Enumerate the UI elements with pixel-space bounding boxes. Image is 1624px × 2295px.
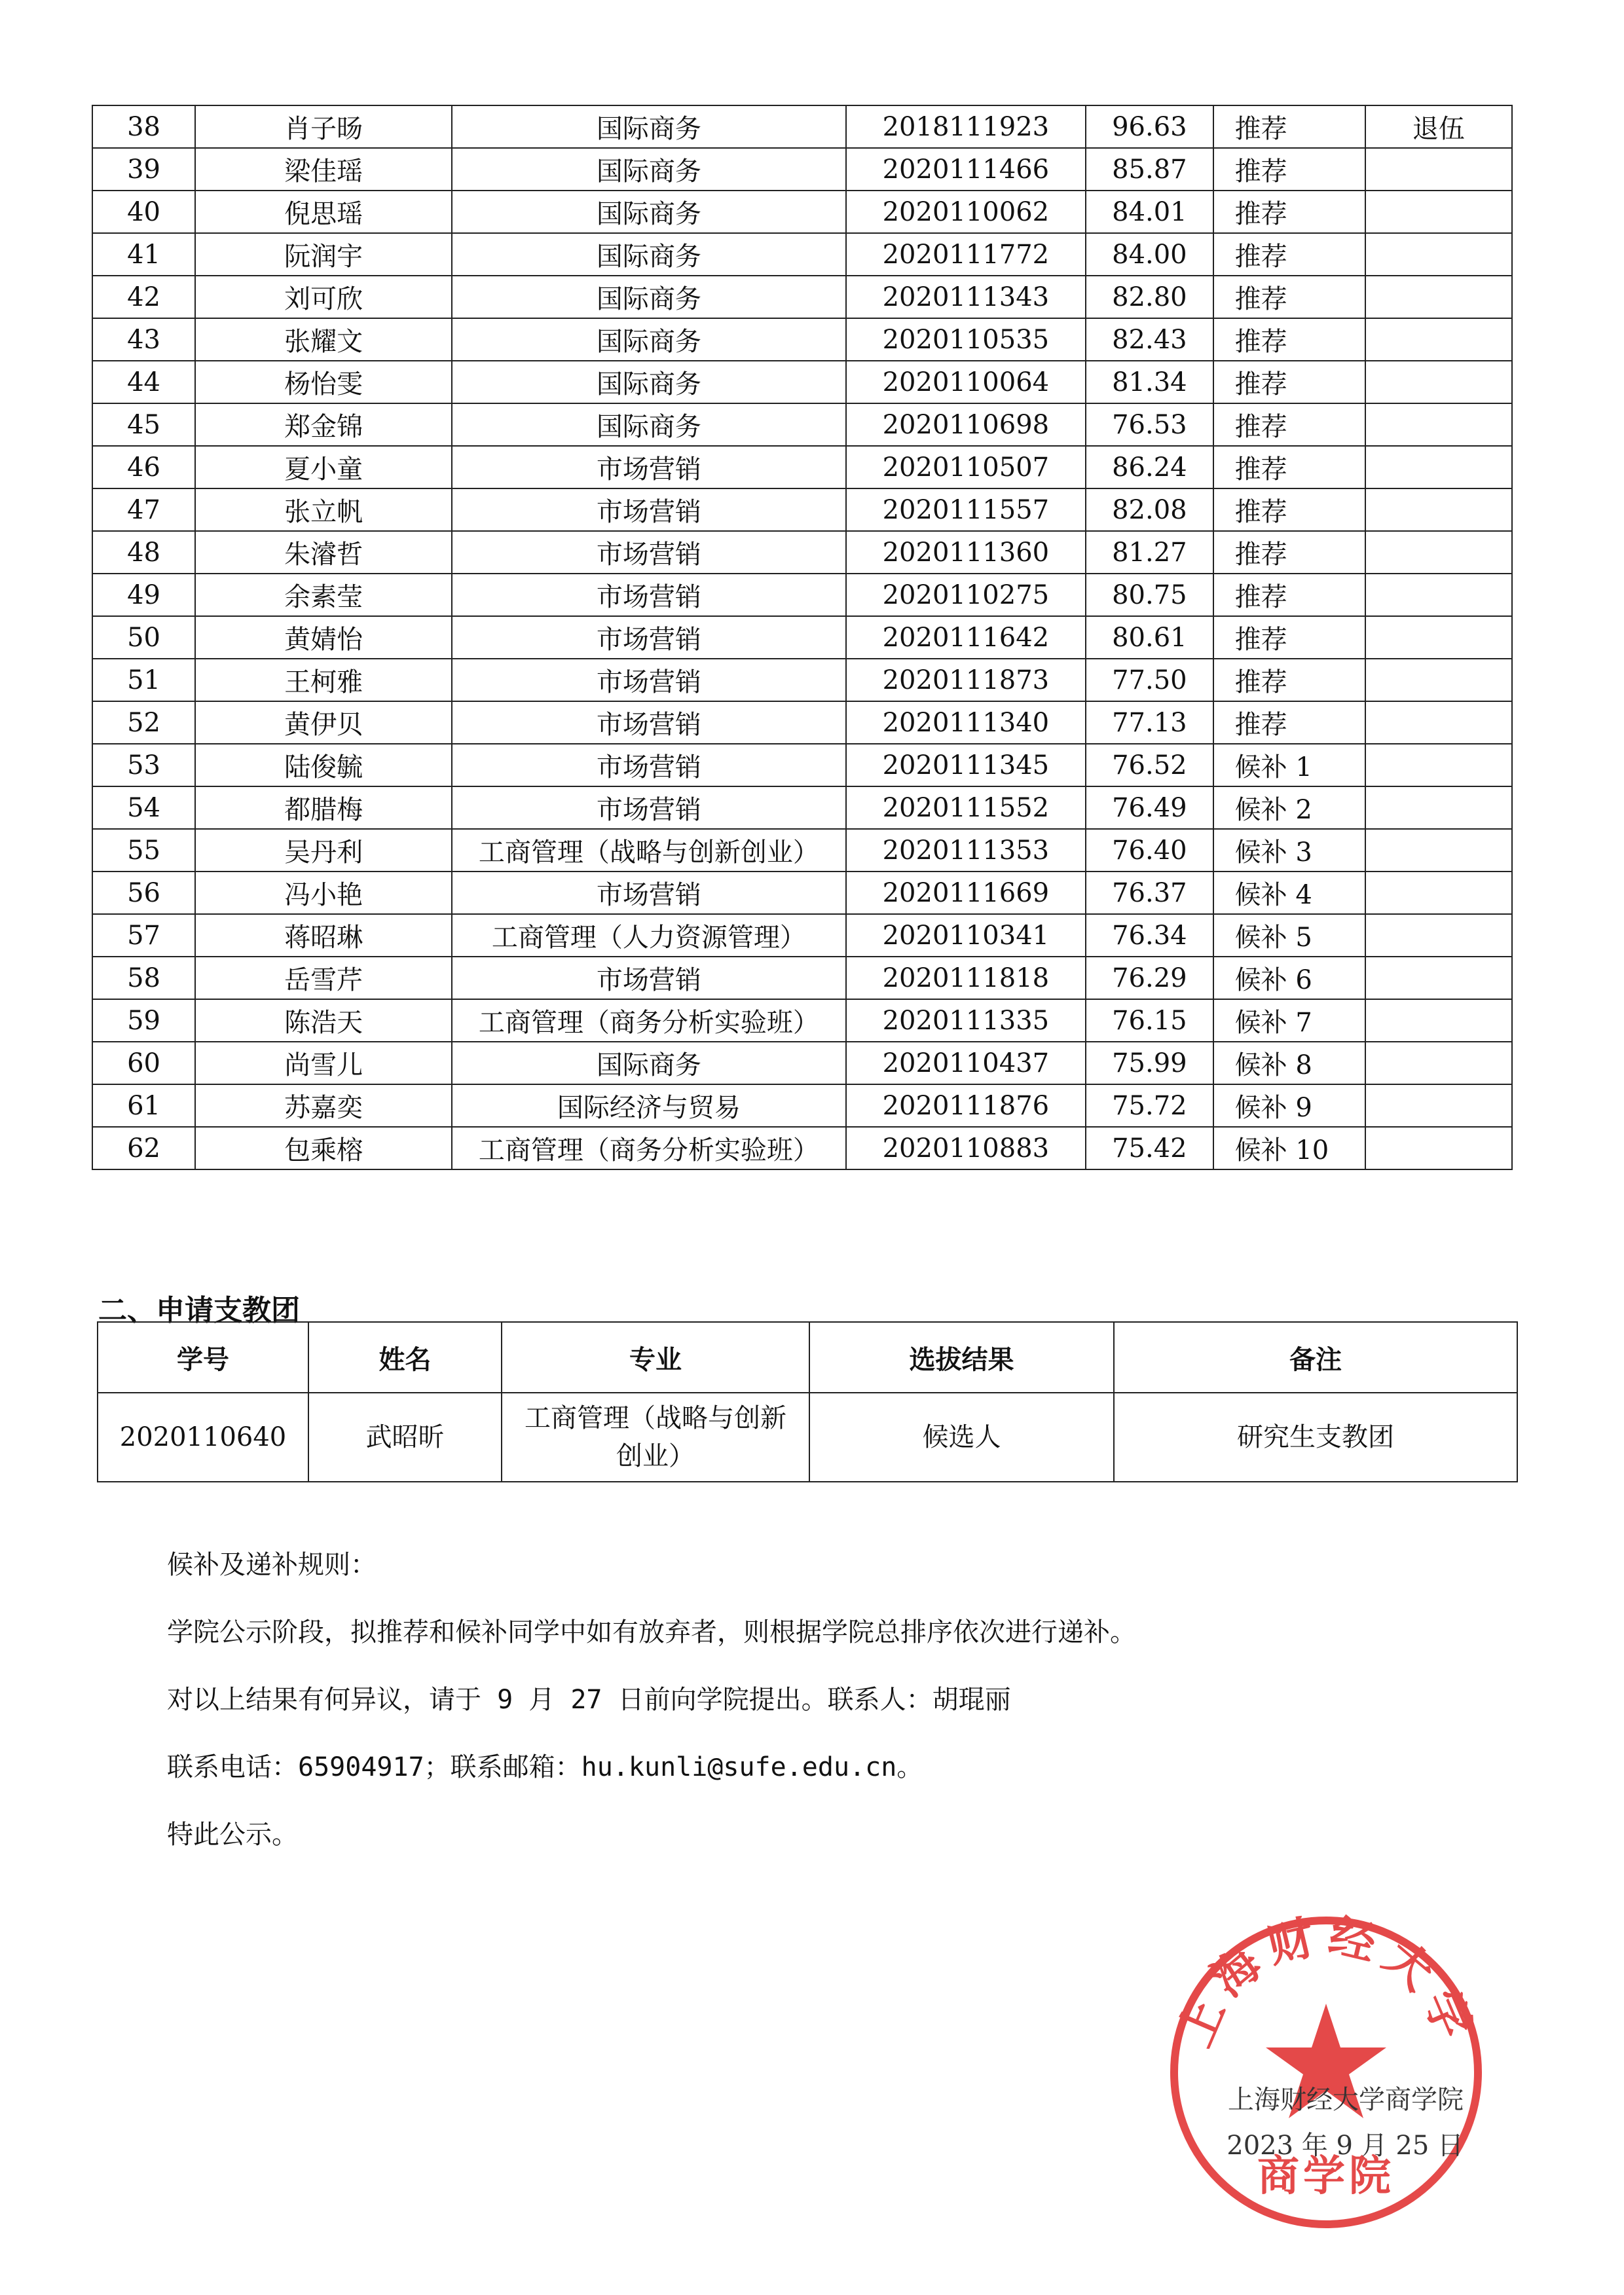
table-row — [92, 233, 1512, 276]
cell-student-id: 2020111353 — [846, 829, 1086, 872]
cell-remark — [1365, 914, 1512, 957]
cell-number: 51 — [92, 659, 195, 701]
cell-score: 81.27 — [1086, 531, 1213, 574]
table-row — [92, 659, 1512, 701]
cell-major: 市场营销 — [452, 957, 845, 999]
cell-remark: 退伍 — [1365, 105, 1512, 148]
cell-score: 77.13 — [1086, 701, 1213, 744]
cell-name: 余素莹 — [195, 574, 452, 616]
cell-number: 38 — [92, 105, 195, 148]
cell-score: 76.34 — [1086, 914, 1213, 957]
cell-result: 候补 6 — [1213, 957, 1365, 999]
cell-major: 国际商务 — [452, 148, 845, 191]
cell-student-id: 2020111876 — [846, 1084, 1086, 1127]
cell-remark — [1365, 148, 1512, 191]
cell-student-id: 2020111557 — [846, 488, 1086, 531]
recommendation-table — [92, 105, 1513, 1170]
cell-major-text: 工商管理（战略与创新创业） — [525, 1403, 786, 1471]
cell-student-id: 2020111345 — [846, 744, 1086, 786]
cell-student-id: 2018111923 — [846, 105, 1086, 148]
cell-name: 都腊梅 — [195, 786, 452, 829]
volunteer-table-header — [98, 1322, 1517, 1393]
cell-student-id: 2020111669 — [846, 872, 1086, 914]
cell-major: 国际商务 — [452, 1042, 845, 1084]
cell-name: 武昭昕 — [308, 1393, 502, 1482]
cell-name: 朱濬哲 — [195, 531, 452, 574]
cell-result: 推荐 — [1213, 148, 1365, 191]
cell-remark — [1365, 446, 1512, 488]
cell-major: 市场营销 — [452, 616, 845, 659]
cell-number: 47 — [92, 488, 195, 531]
cell-number: 53 — [92, 744, 195, 786]
cell-name: 黄伊贝 — [195, 701, 452, 744]
cell-major: 市场营销 — [452, 744, 845, 786]
note-rule-title: 候补及递补规则： — [167, 1550, 377, 1580]
cell-student-id: 2020110275 — [846, 574, 1086, 616]
header-student-id: 学号 — [98, 1322, 308, 1393]
cell-score: 76.37 — [1086, 872, 1213, 914]
cell-major: 国际商务 — [452, 105, 845, 148]
note-closing: 特此公示。 — [167, 1820, 298, 1850]
cell-name: 郑金锦 — [195, 403, 452, 446]
cell-result: 候选人 — [809, 1393, 1114, 1482]
cell-score: 76.15 — [1086, 999, 1213, 1042]
cell-result: 推荐 — [1213, 701, 1365, 744]
cell-student-id: 2020111873 — [846, 659, 1086, 701]
cell-result: 候补 10 — [1213, 1127, 1365, 1169]
cell-number: 46 — [92, 446, 195, 488]
cell-major: 市场营销 — [452, 659, 845, 701]
cell-number: 41 — [92, 233, 195, 276]
cell-number: 59 — [92, 999, 195, 1042]
table-row — [92, 276, 1512, 318]
cell-major: 国际商务 — [452, 403, 845, 446]
cell-name: 苏嘉奕 — [195, 1084, 452, 1127]
cell-student-id: 2020110437 — [846, 1042, 1086, 1084]
cell-student-id: 2020110883 — [846, 1127, 1086, 1169]
cell-number: 58 — [92, 957, 195, 999]
cell-result: 推荐 — [1213, 446, 1365, 488]
cell-score: 75.42 — [1086, 1127, 1213, 1169]
cell-result: 候补 2 — [1213, 786, 1365, 829]
cell-result: 推荐 — [1213, 318, 1365, 361]
table-row — [92, 786, 1512, 829]
cell-name: 张立帆 — [195, 488, 452, 531]
cell-remark — [1365, 829, 1512, 872]
cell-remark — [1365, 276, 1512, 318]
table-row — [92, 957, 1512, 999]
cell-result: 推荐 — [1213, 531, 1365, 574]
table-row — [92, 1127, 1512, 1169]
cell-major: 市场营销 — [452, 488, 845, 531]
cell-name: 尚雪儿 — [195, 1042, 452, 1084]
cell-score: 75.72 — [1086, 1084, 1213, 1127]
cell-remark — [1365, 531, 1512, 574]
notes-block — [167, 1539, 1136, 1876]
cell-result: 推荐 — [1213, 488, 1365, 531]
cell-score: 84.00 — [1086, 233, 1213, 276]
table-row — [92, 105, 1512, 148]
cell-number: 42 — [92, 276, 195, 318]
cell-student-id: 2020111772 — [846, 233, 1086, 276]
table-row — [92, 1042, 1512, 1084]
cell-student-id: 2020110698 — [846, 403, 1086, 446]
cell-remark — [1365, 1127, 1512, 1169]
cell-major: 工商管理（战略与创新创业） — [452, 829, 845, 872]
cell-number: 45 — [92, 403, 195, 446]
cell-remark — [1365, 361, 1512, 403]
cell-name: 夏小童 — [195, 446, 452, 488]
cell-number: 56 — [92, 872, 195, 914]
cell-student-id: 2020111335 — [846, 999, 1086, 1042]
cell-student-id: 2020110640 — [98, 1393, 308, 1482]
table-row — [92, 914, 1512, 957]
table-row — [92, 488, 1512, 531]
cell-student-id: 2020111642 — [846, 616, 1086, 659]
note-rule-text: 学院公示阶段，拟推荐和候补同学中如有放弃者，则根据学院总排序依次进行递补。 — [167, 1617, 1136, 1647]
table-row — [92, 148, 1512, 191]
cell-remark — [1365, 616, 1512, 659]
cell-name: 陈浩天 — [195, 999, 452, 1042]
cell-name: 张耀文 — [195, 318, 452, 361]
cell-major: 国际商务 — [452, 191, 845, 233]
table-row — [92, 872, 1512, 914]
cell-number: 44 — [92, 361, 195, 403]
cell-score: 82.08 — [1086, 488, 1213, 531]
cell-name: 刘可欣 — [195, 276, 452, 318]
cell-number: 39 — [92, 148, 195, 191]
cell-score: 82.43 — [1086, 318, 1213, 361]
cell-student-id: 2020111466 — [846, 148, 1086, 191]
cell-remark: 研究生支教团 — [1114, 1393, 1517, 1482]
cell-name: 杨怡雯 — [195, 361, 452, 403]
table-row — [92, 318, 1512, 361]
cell-student-id: 2020110064 — [846, 361, 1086, 403]
header-name: 姓名 — [308, 1322, 502, 1393]
cell-major: 国际商务 — [452, 276, 845, 318]
cell-number: 48 — [92, 531, 195, 574]
table-row — [92, 616, 1512, 659]
cell-score: 76.29 — [1086, 957, 1213, 999]
cell-name: 王柯雅 — [195, 659, 452, 701]
cell-name: 梁佳瑶 — [195, 148, 452, 191]
cell-result: 推荐 — [1213, 403, 1365, 446]
table-row — [92, 574, 1512, 616]
header-result: 选拔结果 — [809, 1322, 1114, 1393]
cell-major: 市场营销 — [452, 786, 845, 829]
cell-number: 55 — [92, 829, 195, 872]
cell-result: 推荐 — [1213, 659, 1365, 701]
table-row — [92, 361, 1512, 403]
cell-number: 52 — [92, 701, 195, 744]
cell-major: 工商管理（人力资源管理） — [452, 914, 845, 957]
cell-name: 倪思瑶 — [195, 191, 452, 233]
table-row — [92, 829, 1512, 872]
cell-name: 肖子旸 — [195, 105, 452, 148]
cell-score: 81.34 — [1086, 361, 1213, 403]
table-row — [92, 191, 1512, 233]
cell-student-id: 2020110507 — [846, 446, 1086, 488]
cell-student-id: 2020111360 — [846, 531, 1086, 574]
cell-remark — [1365, 1084, 1512, 1127]
cell-major: 市场营销 — [452, 872, 845, 914]
cell-student-id: 2020110062 — [846, 191, 1086, 233]
cell-major: 国际商务 — [452, 318, 845, 361]
table-row — [92, 531, 1512, 574]
cell-name: 包乘榕 — [195, 1127, 452, 1169]
cell-score: 75.99 — [1086, 1042, 1213, 1084]
cell-remark — [1365, 574, 1512, 616]
cell-remark — [1365, 318, 1512, 361]
cell-student-id: 2020111343 — [846, 276, 1086, 318]
official-seal — [1162, 1909, 1490, 2236]
note-objection: 对以上结果有何异议，请于 9 月 27 日前向学院提出。联系人：胡琨丽 — [167, 1685, 1011, 1715]
cell-result: 推荐 — [1213, 105, 1365, 148]
cell-result: 推荐 — [1213, 616, 1365, 659]
cell-major: 市场营销 — [452, 701, 845, 744]
cell-major: 市场营销 — [452, 531, 845, 574]
cell-result: 推荐 — [1213, 191, 1365, 233]
cell-student-id: 2020111552 — [846, 786, 1086, 829]
cell-result: 推荐 — [1213, 233, 1365, 276]
signature-date: 2023 年 9 月 25 日 — [1227, 2131, 1464, 2161]
table-row — [92, 446, 1512, 488]
cell-score: 76.49 — [1086, 786, 1213, 829]
cell-major: 市场营销 — [452, 574, 845, 616]
cell-score: 86.24 — [1086, 446, 1213, 488]
cell-remark — [1365, 999, 1512, 1042]
cell-number: 62 — [92, 1127, 195, 1169]
cell-name: 阮润宇 — [195, 233, 452, 276]
cell-remark — [1365, 744, 1512, 786]
cell-name: 蒋昭琳 — [195, 914, 452, 957]
cell-result: 候补 9 — [1213, 1084, 1365, 1127]
section-title: 二、申请支教团 — [98, 1294, 300, 1327]
cell-name: 冯小艳 — [195, 872, 452, 914]
cell-name: 黄婧怡 — [195, 616, 452, 659]
cell-score: 84.01 — [1086, 191, 1213, 233]
cell-score: 80.75 — [1086, 574, 1213, 616]
cell-number: 50 — [92, 616, 195, 659]
cell-remark — [1365, 233, 1512, 276]
cell-major: 市场营销 — [452, 446, 845, 488]
cell-remark — [1365, 786, 1512, 829]
cell-remark — [1365, 403, 1512, 446]
cell-result: 候补 1 — [1213, 744, 1365, 786]
cell-score: 82.80 — [1086, 276, 1213, 318]
table-row — [92, 701, 1512, 744]
cell-result: 候补 7 — [1213, 999, 1365, 1042]
cell-number: 40 — [92, 191, 195, 233]
cell-result: 候补 4 — [1213, 872, 1365, 914]
cell-result: 候补 5 — [1213, 914, 1365, 957]
cell-remark — [1365, 701, 1512, 744]
cell-remark — [1365, 191, 1512, 233]
cell-number: 60 — [92, 1042, 195, 1084]
cell-score: 76.53 — [1086, 403, 1213, 446]
cell-student-id: 2020111818 — [846, 957, 1086, 999]
cell-result: 推荐 — [1213, 361, 1365, 403]
cell-major: 国际经济与贸易 — [452, 1084, 845, 1127]
cell-major: 国际商务 — [452, 361, 845, 403]
cell-student-id: 2020110341 — [846, 914, 1086, 957]
signature-org: 上海财经大学商学院 — [1228, 2085, 1464, 2115]
cell-result: 候补 3 — [1213, 829, 1365, 872]
cell-score: 96.63 — [1086, 105, 1213, 148]
seal-outer-text: 上海财经大学 — [1168, 1909, 1485, 2055]
cell-score: 77.50 — [1086, 659, 1213, 701]
cell-remark — [1365, 957, 1512, 999]
cell-remark — [1365, 1042, 1512, 1084]
cell-student-id: 2020111340 — [846, 701, 1086, 744]
header-major: 专业 — [502, 1322, 809, 1393]
cell-score: 76.52 — [1086, 744, 1213, 786]
cell-name: 吴丹利 — [195, 829, 452, 872]
table-row — [92, 403, 1512, 446]
table-row — [92, 744, 1512, 786]
cell-number: 49 — [92, 574, 195, 616]
cell-number: 43 — [92, 318, 195, 361]
cell-major — [502, 1393, 809, 1482]
cell-number: 57 — [92, 914, 195, 957]
table-row — [92, 1084, 1512, 1127]
cell-remark — [1365, 659, 1512, 701]
cell-major: 工商管理（商务分析实验班） — [452, 1127, 845, 1169]
cell-result: 推荐 — [1213, 276, 1365, 318]
seal-inner-text: 商学院 — [1257, 2152, 1395, 2201]
table-row — [92, 999, 1512, 1042]
cell-remark — [1365, 872, 1512, 914]
cell-score: 85.87 — [1086, 148, 1213, 191]
cell-major: 国际商务 — [452, 233, 845, 276]
cell-number: 54 — [92, 786, 195, 829]
cell-score: 80.61 — [1086, 616, 1213, 659]
cell-student-id: 2020110535 — [846, 318, 1086, 361]
header-remark: 备注 — [1114, 1322, 1517, 1393]
cell-remark — [1365, 488, 1512, 531]
cell-name: 陆俊毓 — [195, 744, 452, 786]
recommendation-table-body — [92, 105, 1512, 1169]
cell-score: 76.40 — [1086, 829, 1213, 872]
note-contact: 联系电话：65904917；联系邮箱：hu.kunli@sufe.edu.cn。 — [167, 1752, 923, 1782]
cell-major: 工商管理（商务分析实验班） — [452, 999, 845, 1042]
cell-name: 岳雪芹 — [195, 957, 452, 999]
volunteer-table-row — [98, 1393, 1517, 1482]
cell-number: 61 — [92, 1084, 195, 1127]
cell-result: 候补 8 — [1213, 1042, 1365, 1084]
cell-result: 推荐 — [1213, 574, 1365, 616]
volunteer-table — [97, 1321, 1518, 1482]
